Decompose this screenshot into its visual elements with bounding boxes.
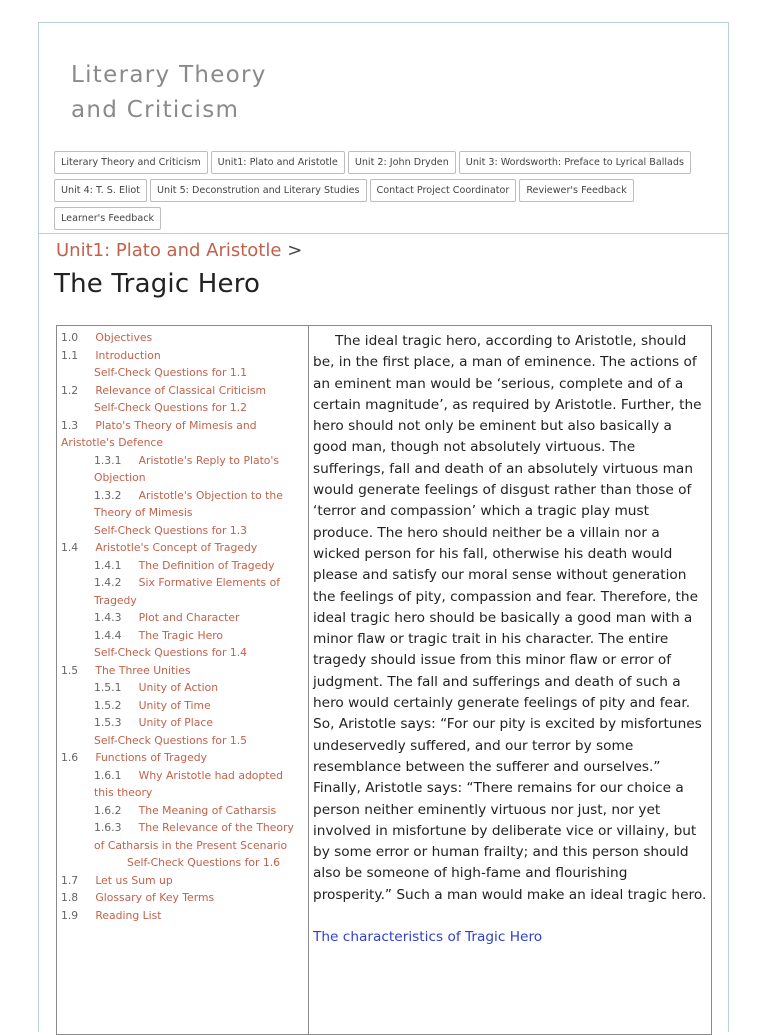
toc-item[interactable] <box>61 889 301 907</box>
toc-item-number: 1.4.3 <box>94 611 122 624</box>
toc-item-label: The Three Unities <box>95 663 191 677</box>
site-title-line2: and Criticism <box>71 97 240 123</box>
toc-item-label: Functions of Tragedy <box>95 751 207 764</box>
toc-item-label: The Tragic Hero <box>138 628 224 642</box>
nav-item-unit1[interactable]: Unit1: Plato and Aristotle <box>211 151 345 174</box>
characteristics-link[interactable]: The characteristics of Tragic Hero <box>313 929 543 946</box>
toc-item-number: 1.1 <box>61 348 79 362</box>
toc-item-number: 1.8 <box>61 891 79 904</box>
toc-item-label: Glossary of Key Terms <box>95 891 215 904</box>
toc-item[interactable] <box>61 417 301 452</box>
page-title: The Tragic Hero <box>54 269 261 299</box>
nav-item-contact[interactable]: Contact Project Coordinator <box>370 179 517 202</box>
toc-item-label: Reading List <box>95 908 162 922</box>
nav-item-learners-feedback[interactable]: Learner's Feedback <box>54 207 161 230</box>
toc-item-number: 1.6.1 <box>94 768 122 782</box>
toc-item-label: Let us Sum up <box>95 873 173 887</box>
toc-item[interactable] <box>61 697 301 715</box>
header-divider <box>39 233 728 234</box>
toc-item[interactable] <box>61 382 301 400</box>
toc-item[interactable] <box>61 609 301 627</box>
toc-item[interactable] <box>61 662 301 680</box>
toc-item[interactable] <box>61 802 301 820</box>
toc-item-label: Self-Check Questions for 1.1 <box>94 366 248 379</box>
toc-item-label: Self-Check Questions for 1.4 <box>94 646 248 659</box>
toc-item-label: Why Aristotle had adopted this theory <box>94 768 283 799</box>
toc-item-number: 1.3.2 <box>94 488 122 502</box>
toc-item-label: Introduction <box>95 348 161 362</box>
toc-item-label: Unity of Place <box>138 716 214 729</box>
toc-item[interactable] <box>61 819 301 854</box>
nav-item-unit2[interactable]: Unit 2: John Dryden <box>348 151 456 174</box>
nav-row-2 <box>54 178 719 206</box>
toc-item[interactable] <box>61 872 301 890</box>
toc-item-label: Unity of Action <box>138 681 219 694</box>
toc-item-label: Unity of Time <box>138 698 211 712</box>
toc-item-label: Aristotle's Objection to the Theory of Mimesis <box>94 488 283 519</box>
toc-item-label: Plot and Character <box>138 611 240 624</box>
nav-item-unit4[interactable]: Unit 4: T. S. Eliot <box>54 179 147 202</box>
breadcrumb-separator: > <box>287 240 303 261</box>
toc-item-label: Plato's Theory of Mimesis and Aristotle's Defence <box>61 418 257 449</box>
toc-item[interactable] <box>61 732 301 750</box>
toc-item[interactable] <box>61 539 301 557</box>
table-column-divider <box>308 326 309 1034</box>
toc-item-label: The Relevance of the Theory of Catharsis in the Present Scenario <box>94 821 294 852</box>
toc-item-number: 1.9 <box>61 908 79 922</box>
table-of-contents <box>61 329 301 924</box>
toc-item-label: Aristotle's Concept of Tragedy <box>95 541 258 554</box>
toc-item[interactable] <box>61 749 301 767</box>
toc-item[interactable] <box>61 767 301 802</box>
toc-item-number: 1.4.4 <box>94 628 122 642</box>
site-title[interactable] <box>71 58 267 128</box>
article-content <box>313 331 709 948</box>
content-table <box>56 325 712 1035</box>
breadcrumb <box>56 240 302 261</box>
toc-item-number: 1.6.2 <box>94 803 122 817</box>
nav-row-3 <box>54 206 719 234</box>
toc-item-label: Self-Check Questions for 1.5 <box>94 733 248 747</box>
toc-item-label: The Meaning of Catharsis <box>138 803 277 817</box>
toc-item-number: 1.5.2 <box>94 698 122 712</box>
toc-item-label: Six Formative Elements of Tragedy <box>94 576 281 607</box>
nav-item-reviewers-feedback[interactable]: Reviewer's Feedback <box>519 179 633 202</box>
toc-item-label: The Definition of Tragedy <box>138 558 275 572</box>
toc-item-number: 1.0 <box>61 331 79 344</box>
toc-item-number: 1.3 <box>61 418 79 432</box>
toc-item[interactable] <box>61 854 301 872</box>
toc-item[interactable] <box>61 557 301 575</box>
toc-item-number: 1.3.1 <box>94 453 122 467</box>
toc-item-label: Relevance of Classical Criticism <box>95 383 267 397</box>
toc-item-label: Self-Check Questions for 1.2 <box>94 401 248 414</box>
toc-item-number: 1.6.3 <box>94 821 122 834</box>
toc-item[interactable] <box>61 329 301 347</box>
nav-row-1 <box>54 150 719 178</box>
toc-item-label: Self-Check Questions for 1.3 <box>94 523 248 537</box>
toc-item[interactable] <box>61 574 301 609</box>
toc-item-number: 1.2 <box>61 383 79 397</box>
toc-item-label: Self-Check Questions for 1.6 <box>127 856 281 869</box>
toc-item-number: 1.5.3 <box>94 716 122 729</box>
toc-item[interactable] <box>61 347 301 365</box>
toc-item-number: 1.5.1 <box>94 681 122 694</box>
toc-item-label: Objectives <box>95 331 153 344</box>
toc-item[interactable] <box>61 522 301 540</box>
toc-item-number: 1.4 <box>61 541 79 554</box>
toc-item-number: 1.4.2 <box>94 576 122 589</box>
toc-item[interactable] <box>61 452 301 487</box>
nav-item-unit5[interactable]: Unit 5: Deconstrution and Literary Studies <box>150 179 367 202</box>
nav-item-literary-theory[interactable]: Literary Theory and Criticism <box>54 151 208 174</box>
toc-item[interactable] <box>61 714 301 732</box>
site-title-line1: Literary Theory <box>71 62 267 88</box>
main-nav <box>54 150 719 234</box>
nav-item-unit3[interactable]: Unit 3: Wordsworth: Preface to Lyrical Ballads <box>459 151 691 174</box>
article-paragraph: The ideal tragic hero, according to Aristotle, should be, in the first place, a man of eminence. The actions of an eminent man would be ‘serious, complete and of a certain magnitude’, as required by Aristotle. Further, the hero should not only be eminent but also basically a good man, though not absolutely virtuous. The sufferings, fall and death of an absolutely virtuous man would generate feelings of disgust rather than those of ‘terror and compassion’ which a tragic play must produce. The hero should neither be a villain nor a wicked person for his fall, otherwise his death would please and satisfy our moral sense without generation the feelings of pity, compassion and fear. Therefore, the ideal tragic hero should be basically a good man with a minor flaw or tragic trait in his character. The entire tragedy should issue from this minor flaw or error of judgment. The fall and sufferings and death of such a hero would certainly generate feelings of pity and fear. So, Aristotle says: “For our pity is excited by misfortunes undeservedly suffered, and our terror by some resemblance between the sufferer and ourselves.” Finally, Aristotle says: “There remains for our choice a person neither eminently virtuous nor just, nor yet involved in misfortune by deliberate vice or villainy, but by some error or human frailty; and this person should also be someone of high-fame and flourishing prosperity.” Such a man would make an ideal tragic hero. <box>313 333 707 903</box>
toc-item[interactable] <box>61 487 301 522</box>
toc-item-number: 1.7 <box>61 873 79 887</box>
toc-item[interactable] <box>61 907 301 925</box>
toc-item[interactable] <box>61 627 301 645</box>
toc-item-number: 1.4.1 <box>94 558 122 572</box>
toc-item[interactable] <box>61 399 301 417</box>
breadcrumb-parent-link[interactable]: Unit1: Plato and Aristotle <box>56 240 282 261</box>
toc-item-number: 1.5 <box>61 663 79 677</box>
toc-item[interactable] <box>61 644 301 662</box>
toc-item[interactable] <box>61 364 301 382</box>
toc-item[interactable] <box>61 679 301 697</box>
toc-item-label: Aristotle's Reply to Plato's Objection <box>94 453 280 484</box>
toc-item-number: 1.6 <box>61 751 79 764</box>
